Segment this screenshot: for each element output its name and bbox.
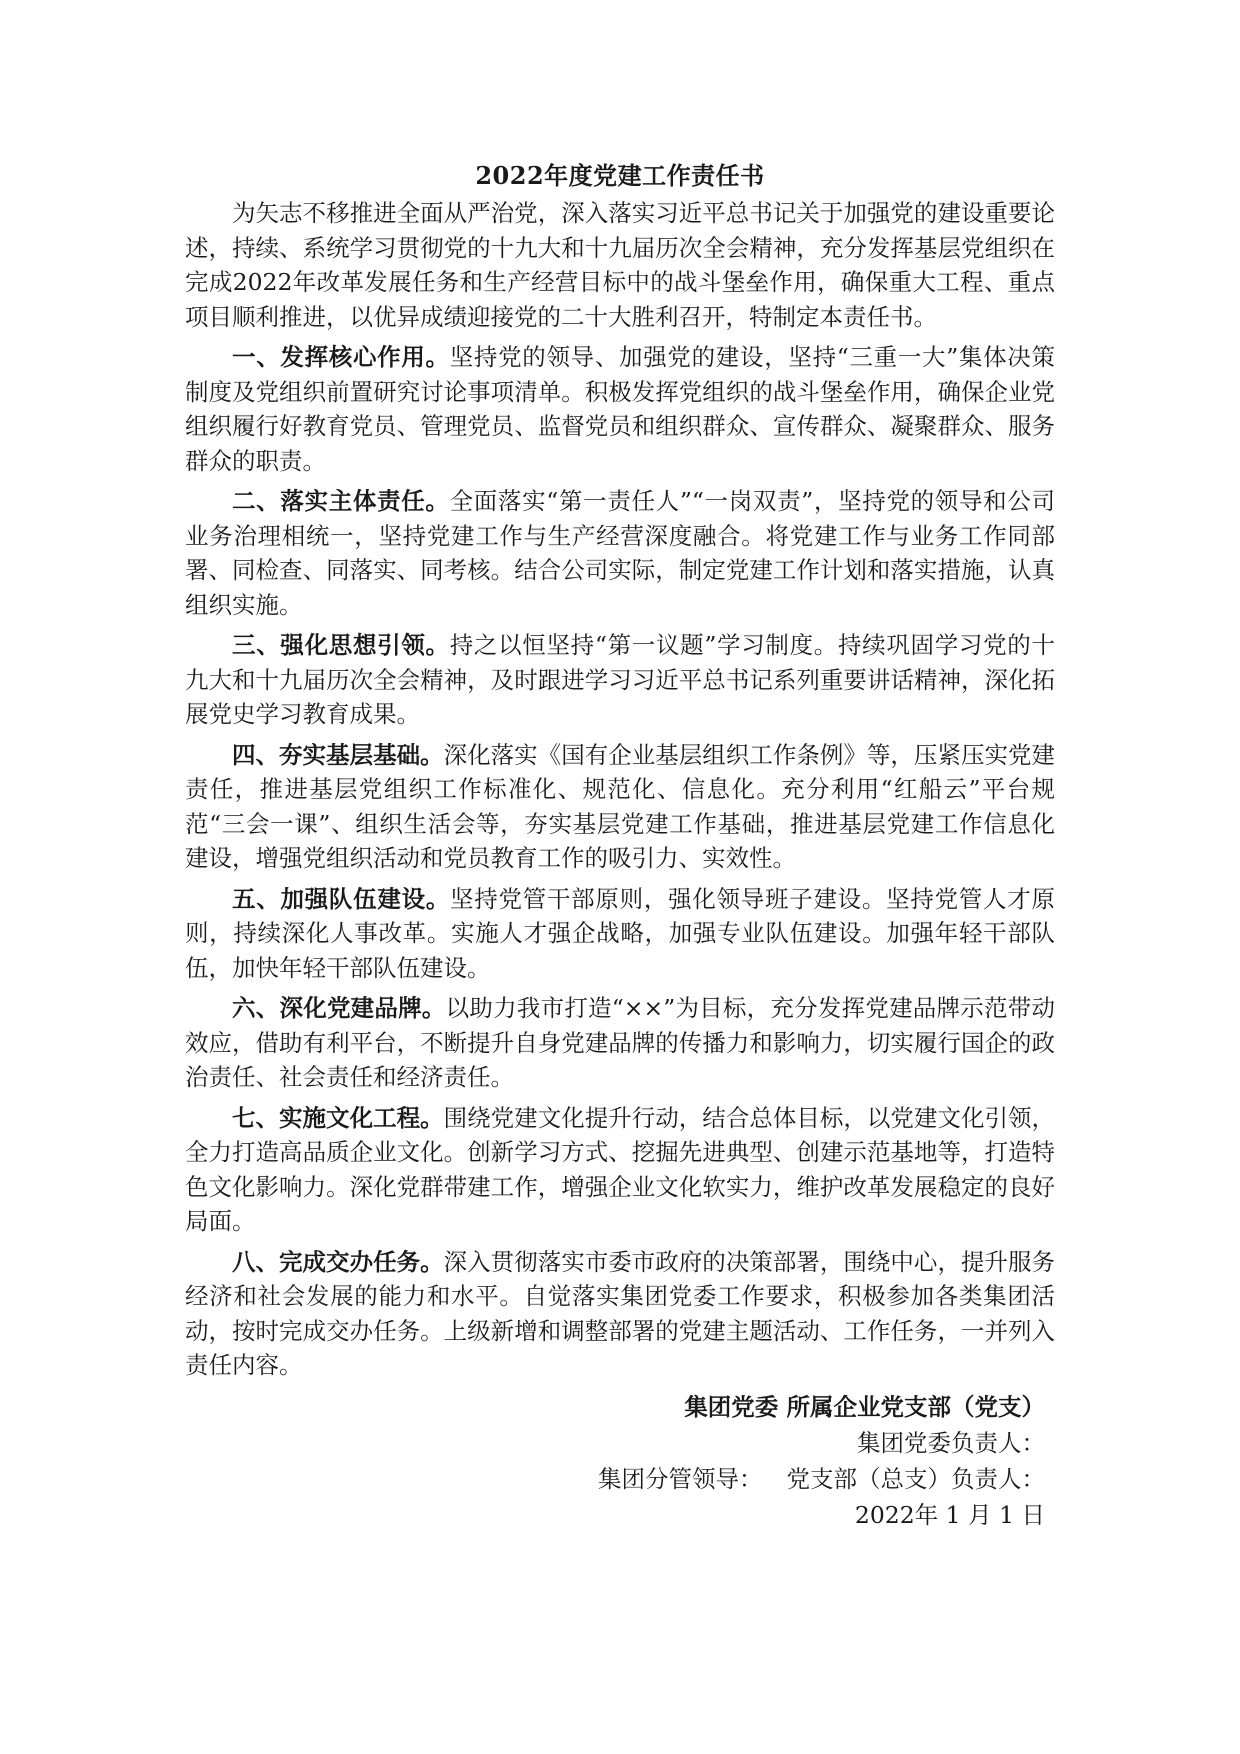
section-body: 坚持党管干部原则，强化领导班子建设。坚持党管人才原则，持续深化人事改革。实施人才强企战略，加强专业队伍建设。加强年轻干部队伍，加快年轻干部队伍建设。 xyxy=(185,884,1056,982)
section-body: 深化落实《国有企业基层组织工作条例》等，压紧压实党建责任，推进基层党组织工作标准化、规范化、信息化。充分利用“红船云”平台规范“三会一课”、组织生活会等，夯实基层党建工作基础，推进基层党建工作信息化建设，增强党组织活动和党员教育工作的吸引力、实效性。 xyxy=(185,740,1056,872)
section-heading: 五、加强队伍建设。 xyxy=(232,884,451,913)
section-paragraph xyxy=(185,738,1055,876)
section-heading: 六、深化党建品牌。 xyxy=(232,994,446,1022)
section-body: 以助力我市打造“××”为目标，充分发挥党建品牌示范带动效应，借助有利平台，不断提升自身党建品牌的传播力和影响力，切实履行国企的政治责任、社会责任和经济责任。 xyxy=(185,994,1055,1091)
signature-block xyxy=(185,1389,1055,1533)
section-body: 深入贯彻落实市委市政府的决策部署，围绕中心，提升服务经济和社会发展的能力和水平。自觉落实集团党委工作要求，积极参加各类集团活动，按时完成交办任务。上级新增和调整部署的党建主题活动、工作任务，一并列入责任内容。 xyxy=(185,1247,1056,1379)
section-heading: 三、强化思想引领。 xyxy=(232,631,450,659)
branch-head-label: 党支部（总支）负责人： xyxy=(786,1464,1045,1493)
section-heading: 一、发挥核心作用。 xyxy=(232,343,450,371)
committee-head-line: 集团党委负责人： xyxy=(857,1428,1045,1457)
document-page xyxy=(185,158,1055,1533)
section-paragraph xyxy=(185,1245,1055,1383)
section-paragraph xyxy=(185,1101,1055,1239)
group-leader-label: 集团分管领导： xyxy=(598,1464,763,1493)
section-paragraph xyxy=(185,882,1055,986)
section-body: 围绕党建文化提升行动，结合总体目标，以党建文化引领，全力打造高品质企业文化。创新学习方式、挖掘先进典型、创建示范基地等，打造特色文化影响力。深化党群带建工作，增强企业文化软实力，维护改革发展稳定的良好局面。 xyxy=(185,1103,1056,1235)
signature-date: 2022年 1 月 1 日 xyxy=(854,1500,1045,1529)
section-paragraph xyxy=(185,628,1055,732)
section-body: 坚持党的领导、加强党的建设，坚持“三重一大”集体决策制度及党组织前置研究讨论事项清单。积极发挥党组织的战斗堡垒作用，确保企业党组织履行好教育党员、管理党员、监督党员和组织群众、宣传群众、凝聚群众、服务群众的职责。 xyxy=(185,343,1056,475)
intro-paragraph: 为矢志不移推进全面从严治党，深入落实习近平总书记关于加强党的建设重要论述，持续、系统学习贯彻党的十九大和十九届历次全会精神，充分发挥基层党组织在完成2022年改革发展任务和生产经营目标中的战斗堡垒作用，确保重大工程、重点项目顺利推进，以优异成绩迎接党的二十大胜利召开，特制定本责任书。 xyxy=(185,199,1055,331)
section-heading: 八、完成交办任务。 xyxy=(232,1247,444,1276)
section-paragraph xyxy=(185,484,1055,622)
section-body: 持之以恒坚持“第一议题”学习制度。持续巩固学习党的十九大和十九届历次全会精神，及时跟进学习习近平总书记系列重要讲话精神，深化拓展党史学习教育成果。 xyxy=(185,631,1056,728)
section-heading: 七、实施文化工程。 xyxy=(232,1103,444,1132)
leaders-line xyxy=(185,1461,1055,1497)
section-heading: 二、落实主体责任。 xyxy=(232,487,450,515)
section-body: 全面落实“第一责任人”“一岗双责”，坚持党的领导和公司业务治理相统一，坚持党建工作与生产经营深度融合。将党建工作与业务工作同部署、同检查、同落实、同考核。结合公司实际，制定党建工作计划和落实措施，认真组织实施。 xyxy=(185,487,1055,619)
section-paragraph xyxy=(185,991,1055,1095)
section-heading: 四、夯实基层基础。 xyxy=(232,740,444,769)
section-paragraph xyxy=(185,340,1055,478)
signing-parties: 集团党委 所属企业党支部（党支） xyxy=(684,1392,1045,1421)
document-title: 2022年度党建工作责任书 xyxy=(475,161,765,190)
